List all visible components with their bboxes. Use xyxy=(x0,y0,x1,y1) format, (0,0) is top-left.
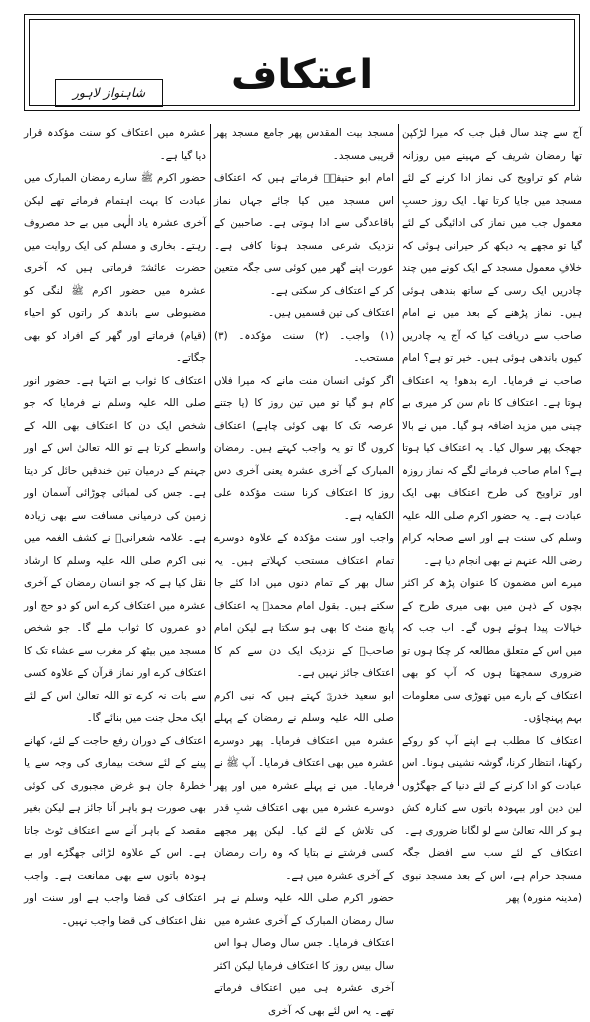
paragraph: واجب اور سنت مؤکدہ کے علاوہ دوسرے تمام اعتکاف مستحب کہلاتے ہیں۔ یہ سال بھر کے تمام دنوں میں ادا کئے جا سکتے ہیں۔ بقول امام محمدؒ یہ اعتکاف پانچ منٹ کا بھی ہو سکتا ہے لیکن امام صاحبؒ کے نزدیک ایک دن سے کم کا اعتکاف جائز نہیں ہے۔ xyxy=(214,532,394,679)
paragraph: امام ابو حنیفہؒ فرماتے ہیں کہ اعتکاف اس مسجد میں کیا جائے جہاں نماز باقاعدگی سے ادا ہوتی ہے۔ صاحبین کے نزدیک شرعی مسجد ہونا کافی ہے۔ عورت اپنے گھر میں کوئی سی جگہ متعین کر کے اعتکاف کر سکتی ہے۔ xyxy=(214,172,394,297)
paragraph: آج سے چند سال قبل جب کہ میرا لڑکپن تھا رمضان شریف کے مہینے میں روزانہ شام کو تراویح کی نماز ادا کرنے کے لئے مسجد میں جایا کرتا تھا۔ ایک روز حسبِ معمول جب میں نماز کی ادائیگی کے لئے گیا تو مجھے یہ دیکھ کر حیرانی ہوئی کہ خلافِ معمول مسجد کے ایک کونے میں چند چادریں ایک رسی کے ساتھ بندھی ہوئی ہیں۔ نماز پڑھنے کے بعد میں نے امام صاحب سے دریافت کیا کہ آج یہ چادریں کیوں باندھی ہوئی ہیں۔ خیر تو ہے؟ امام صاحب نے فرمایا۔ ارے بدھو! یہ اعتکاف ہوتا ہے۔ اعتکاف کا نام سن کر میری بے چینی میں مزید اضافہ ہو گیا۔ میں نے بالا جھجک پھر سوال کیا۔ یہ اعتکاف کیا ہوتا ہے؟ امام صاحب فرمانے لگے کہ نماز روزہ اور تراویح کی طرح اعتکاف بھی ایک عبادت ہے۔ یہ حضور اکرم صلی اللہ علیہ وسلم کی سنت ہے اور اسے صحابہ کرام رضی اللہ عنہم نے بھی انجام دیا ہے۔ xyxy=(402,127,582,567)
column-divider-left xyxy=(210,124,211,786)
paragraph: اعتکاف کا مطلب ہے اپنے آپ کو روکے رکھنا، انتظار کرنا، گوشہ نشینی ہونا۔ اس عبادت کو ادا کرنے کے لئے دنیا کے جھگڑوں لین دین اور بیہودہ باتوں سے کنارہ کش ہو کر اللہ تعالیٰ سے لو لگانا ضروری ہے۔ xyxy=(402,734,582,837)
author-byline-box: شاہنواز لاہور xyxy=(55,79,163,107)
paragraph: حضور اکرم صلی اللہ علیہ وسلم نے ہر سال رمضان المبارک کے آخری عشرہ میں اعتکاف فرمایا۔ جس سال وصال ہوا اس سال بیس روز کا اعتکاف فرمایا لیکن اکثر آخری عشرہ ہی میں اعتکاف فرماتے تھے۔ یہ اس لئے بھی کہ آخری xyxy=(214,892,394,1017)
paragraph: اگر کوئی انسان منت مانے کہ میرا فلاں کام ہو گیا تو میں تین روز کا (یا جتنے عرصہ تک کا بھی کوئی چاہے) اعتکاف کروں گا تو یہ واجب کہتے ہیں۔ رمضان المبارک کے آخری عشرہ یعنی آخری دس روز کا اعتکاف کرنا سنت مؤکدہ علی الکفایہ ہے۔ xyxy=(214,374,394,522)
paragraph: اعتکاف کے دوران رفع حاجت کے لئے، کھانے پینے کے لئے سخت بیماری کی وجہ سے یا خطرۂ جان ہو غرض مجبوری کی کوئی بھی صورت ہو باہر آنا جائز ہے لیکن بغیر مقصد کے باہر آنے سے اعتکاف ٹوٹ جاتا ہے۔ اس کے علاوہ لڑائی جھگڑے اور بے ہودہ باتوں سے بھی ممانعت ہے۔ واجب اعتکاف کی قضا واجب ہے اور سنت اور نفل اعتکاف کی قضا واجب نہیں۔ xyxy=(24,734,206,927)
paragraph: عشرہ میں اعتکاف کو سنت مؤکدہ قرار دیا گیا ہے۔ xyxy=(24,127,206,162)
paragraph: میرے اس مضمون کا عنوان پڑھ کر اکثر بچوں کے ذہن میں بھی میری طرح کے خیالات پیدا ہوئے ہوں گے۔ اب جب کہ میں اس کے متعلق مطالعہ کر چکا ہوں تو ضروری سمجھتا ہوں کہ آپ کو بھی اعتکاف کے بارے میں تھوڑی سی معلومات بہم پہنچاؤں۔ xyxy=(402,577,582,724)
paragraph: اعتکاف کی تین قسمیں ہیں۔ xyxy=(267,307,394,319)
paragraph: مسجد بیت المقدس پھر جامع مسجد پھر قریبی مسجد۔ xyxy=(214,127,394,162)
paragraph: حضور اکرم ﷺ سارے رمضان المبارک میں عبادت کا بہت اہتمام فرماتے تھے لیکن آخری عشرہ یاد الٰہی میں بے حد مصروف رہتے۔ بخاری و مسلم کی ایک روایت میں حضرت عائشہؓ فرماتی ہیں کہ آخری عشرہ میں حضور اکرم ﷺ لنگی کو مضبوطی سے باندھ کر راتوں کو احیاء (قیام) فرماتے اور گھر کے افراد کو بھی جگاتے۔ xyxy=(24,172,206,364)
text-column-left xyxy=(24,122,206,927)
paragraph: ابو سعید خدریؓ کہتے ہیں کہ نبی اکرم صلی اللہ علیہ وسلم نے رمضان کے پہلے عشرہ میں اعتکاف فرمایا۔ پھر دوسرے عشرہ میں بھی اعتکاف فرمایا۔ آپ ﷺ نے فرمایا۔ میں نے پہلے عشرہ میں اور پھر دوسرے عشرہ میں بھی اعتکاف شبِ قدر کی تلاش کے لئے کیا۔ لیکن پھر مجھے کسی فرشتے نے بتایا کہ وہ رات رمضان کے آخری عشرہ میں ہے۔ xyxy=(214,689,394,882)
column-divider-right xyxy=(398,124,399,786)
paragraph: (۱) واجب۔ (۲) سنت مؤکدہ۔ (۳) مستحب۔ xyxy=(214,329,394,364)
title-frame xyxy=(24,14,580,111)
article-title: اعتکاف xyxy=(230,52,374,98)
paragraph: اعتکاف کا ثواب بے انتہا ہے۔ حضور انور صلی اللہ علیہ وسلم نے فرمایا کہ جو شخص ایک دن کا اعتکاف بھی اللہ کے واسطے کرتا ہے تو اللہ تعالیٰ اس کے اور جہنم کے درمیان تین خندقیں حائل کر دیتا ہے۔ جس کی لمبائی چوڑائی آسمان اور زمین کی درمیانی مسافت سے بھی زیادہ ہے۔ علامہ شعرانیؒ نے کشف الغمہ میں نبی اکرم صلی اللہ علیہ وسلم کا ارشاد نقل کیا ہے کہ جو انسان رمضان کے آخری عشرہ میں اعتکاف کرے اس کو دو حج اور دو عمروں کا ثواب ملے گا۔ جو شخص مسجد میں بیٹھ کر مغرب سے عشاء تک کا اعتکاف کرے اور نماز قرآن کے علاوہ کسی سے بات نہ کرے تو اللہ تعالیٰ اس کے لئے ایک محل جنت میں بنائے گا۔ xyxy=(24,374,206,724)
text-column-right xyxy=(402,122,582,904)
paragraph: اعتکاف کے لئے سب سے افضل جگہ مسجد حرام ہے، اس کے بعد مسجد نبوی (مدینہ منورہ) پھر xyxy=(402,847,582,904)
text-column-middle xyxy=(214,122,394,1017)
